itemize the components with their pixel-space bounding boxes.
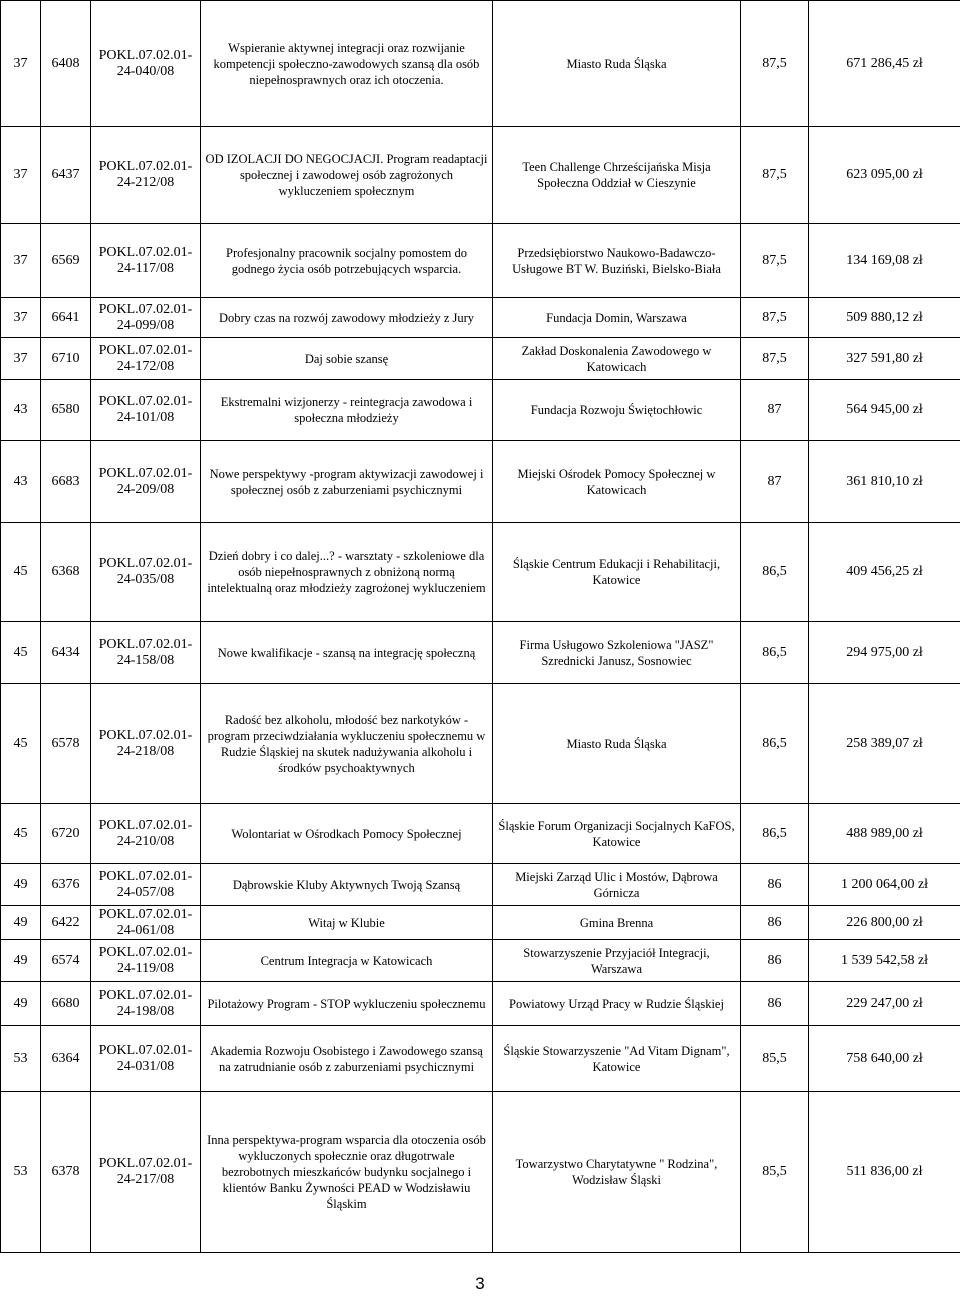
col-organization: Stowarzyszenie Przyjaciół Integracji, Warszawa — [493, 940, 741, 982]
col-number: 6364 — [41, 1026, 91, 1092]
col-title: Wspieranie aktywnej integracji oraz rozwijanie kompetencji społeczno-zawodowych szansą dla osób niepełnosprawnych oraz ich otoczenia. — [201, 1, 493, 127]
col-number: 6574 — [41, 940, 91, 982]
col-priority: 37 — [1, 298, 41, 338]
col-organization: Miejski Zarząd Ulic i Mostów, Dąbrowa Górnicza — [493, 864, 741, 906]
col-amount: 361 810,10 zł — [809, 441, 960, 523]
col-amount: 409 456,25 zł — [809, 523, 960, 622]
col-score: 87,5 — [741, 224, 809, 298]
col-amount: 509 880,12 zł — [809, 298, 960, 338]
col-code: POKL.07.02.01-24-031/08 — [91, 1026, 201, 1092]
col-title: Dąbrowskie Kluby Aktywnych Twoją Szansą — [201, 864, 493, 906]
col-score: 85,5 — [741, 1026, 809, 1092]
col-amount: 327 591,80 zł — [809, 338, 960, 380]
col-priority: 45 — [1, 804, 41, 864]
table-row — [1, 380, 960, 441]
col-organization: Fundacja Domin, Warszawa — [493, 298, 741, 338]
col-code: POKL.07.02.01-24-117/08 — [91, 224, 201, 298]
col-organization: Przedsiębiorstwo Naukowo-Badawczo-Usługowe BT W. Buziński, Bielsko-Biała — [493, 224, 741, 298]
col-title: Centrum Integracja w Katowicach — [201, 940, 493, 982]
col-priority: 45 — [1, 622, 41, 684]
table-row — [1, 1, 960, 127]
col-organization: Śląskie Centrum Edukacji i Rehabilitacji, Katowice — [493, 523, 741, 622]
table-row — [1, 338, 960, 380]
col-code: POKL.07.02.01-24-212/08 — [91, 127, 201, 224]
col-amount: 226 800,00 zł — [809, 906, 960, 940]
col-score: 86 — [741, 864, 809, 906]
table-row — [1, 906, 960, 940]
col-amount: 511 836,00 zł — [809, 1092, 960, 1253]
col-number: 6376 — [41, 864, 91, 906]
col-priority: 37 — [1, 224, 41, 298]
col-code: POKL.07.02.01-24-198/08 — [91, 982, 201, 1026]
col-priority: 37 — [1, 338, 41, 380]
col-priority: 37 — [1, 1, 41, 127]
col-priority: 37 — [1, 127, 41, 224]
table-row — [1, 684, 960, 804]
col-title: Witaj w Klubie — [201, 906, 493, 940]
col-code: POKL.07.02.01-24-099/08 — [91, 298, 201, 338]
col-amount: 294 975,00 zł — [809, 622, 960, 684]
col-amount: 134 169,08 zł — [809, 224, 960, 298]
col-number: 6680 — [41, 982, 91, 1026]
col-organization: Fundacja Rozwoju Świętochłowic — [493, 380, 741, 441]
col-priority: 45 — [1, 684, 41, 804]
table-row — [1, 864, 960, 906]
col-priority: 49 — [1, 982, 41, 1026]
table-row — [1, 523, 960, 622]
col-number: 6422 — [41, 906, 91, 940]
col-title: OD IZOLACJI DO NEGOCJACJI. Program readaptacji społecznej i zawodowej osób zagrożonych wykluczeniem społecznym — [201, 127, 493, 224]
col-score: 87,5 — [741, 298, 809, 338]
col-code: POKL.07.02.01-24-040/08 — [91, 1, 201, 127]
col-amount: 229 247,00 zł — [809, 982, 960, 1026]
col-organization: Miasto Ruda Śląska — [493, 684, 741, 804]
col-title: Akademia Rozwoju Osobistego i Zawodowego szansą na zatrudnianie osób z zaburzeniami psychicznymi — [201, 1026, 493, 1092]
col-priority: 43 — [1, 441, 41, 523]
table-body — [1, 1, 960, 1253]
col-number: 6368 — [41, 523, 91, 622]
col-amount: 1 200 064,00 zł — [809, 864, 960, 906]
col-priority: 49 — [1, 940, 41, 982]
col-priority: 45 — [1, 523, 41, 622]
col-code: POKL.07.02.01-24-158/08 — [91, 622, 201, 684]
col-organization: Firma Usługowo Szkoleniowa "JASZ" Szrednicki Janusz, Sosnowiec — [493, 622, 741, 684]
col-score: 86,5 — [741, 804, 809, 864]
col-organization: Miasto Ruda Śląska — [493, 1, 741, 127]
col-number: 6378 — [41, 1092, 91, 1253]
col-priority: 49 — [1, 864, 41, 906]
col-code: POKL.07.02.01-24-218/08 — [91, 684, 201, 804]
col-number: 6408 — [41, 1, 91, 127]
col-amount: 564 945,00 zł — [809, 380, 960, 441]
col-amount: 1 539 542,58 zł — [809, 940, 960, 982]
col-code: POKL.07.02.01-24-172/08 — [91, 338, 201, 380]
col-score: 87,5 — [741, 1, 809, 127]
col-title: Profesjonalny pracownik socjalny pomostem do godnego życia osób potrzebujących wsparcia. — [201, 224, 493, 298]
col-score: 87 — [741, 441, 809, 523]
col-score: 87,5 — [741, 127, 809, 224]
col-number: 6683 — [41, 441, 91, 523]
col-organization: Śląskie Forum Organizacji Socjalnych KaFOS, Katowice — [493, 804, 741, 864]
col-score: 86 — [741, 906, 809, 940]
table-row — [1, 127, 960, 224]
table-row — [1, 622, 960, 684]
col-number: 6580 — [41, 380, 91, 441]
col-score: 87 — [741, 380, 809, 441]
col-organization: Śląskie Stowarzyszenie "Ad Vitam Dignam", Katowice — [493, 1026, 741, 1092]
col-code: POKL.07.02.01-24-061/08 — [91, 906, 201, 940]
col-score: 86,5 — [741, 684, 809, 804]
col-code: POKL.07.02.01-24-057/08 — [91, 864, 201, 906]
col-amount: 758 640,00 zł — [809, 1026, 960, 1092]
col-priority: 53 — [1, 1092, 41, 1253]
table-row — [1, 1092, 960, 1253]
col-code: POKL.07.02.01-24-035/08 — [91, 523, 201, 622]
col-code: POKL.07.02.01-24-101/08 — [91, 380, 201, 441]
col-title: Daj sobie szansę — [201, 338, 493, 380]
table-row — [1, 940, 960, 982]
col-number: 6569 — [41, 224, 91, 298]
col-score: 86 — [741, 982, 809, 1026]
col-title: Nowe perspektywy -program aktywizacji zawodowej i społecznej osób z zaburzeniami psychicznymi — [201, 441, 493, 523]
col-amount: 488 989,00 zł — [809, 804, 960, 864]
col-title: Radość bez alkoholu, młodość bez narkotyków - program przeciwdziałania wykluczeniu społecznemu w Rudzie Śląskiej na skutek nadużywania alkoholu i środków psychoaktywnych — [201, 684, 493, 804]
table-row — [1, 982, 960, 1026]
col-number: 6434 — [41, 622, 91, 684]
page-number: 3 — [475, 1274, 485, 1293]
col-organization: Powiatowy Urząd Pracy w Rudzie Śląskiej — [493, 982, 741, 1026]
col-title: Dobry czas na rozwój zawodowy młodzieży z Jury — [201, 298, 493, 338]
table-row — [1, 804, 960, 864]
col-code: POKL.07.02.01-24-209/08 — [91, 441, 201, 523]
col-score: 86,5 — [741, 622, 809, 684]
col-number: 6437 — [41, 127, 91, 224]
col-organization: Towarzystwo Charytatywne " Rodzina", Wodzisław Śląski — [493, 1092, 741, 1253]
table-row — [1, 441, 960, 523]
col-priority: 49 — [1, 906, 41, 940]
col-organization: Miejski Ośrodek Pomocy Społecznej w Katowicach — [493, 441, 741, 523]
col-number: 6641 — [41, 298, 91, 338]
col-title: Pilotażowy Program - STOP wykluczeniu społecznemu — [201, 982, 493, 1026]
col-title: Inna perspektywa-program wsparcia dla otoczenia osób wykluczonych społecznie oraz długotrwale bezrobotnych mieszkańców budynku socjalnego i klientów Banku Żywności PEAD w Wodzisławiu Śląskim — [201, 1092, 493, 1253]
table-row — [1, 1026, 960, 1092]
col-organization: Zakład Doskonalenia Zawodowego w Katowicach — [493, 338, 741, 380]
table-row — [1, 224, 960, 298]
col-number: 6578 — [41, 684, 91, 804]
col-title: Dzień dobry i co dalej...? - warsztaty - szkoleniowe dla osób niepełnosprawnych z obniżoną normą intelektualną oraz młodzieży zagrożonej wykluczeniem — [201, 523, 493, 622]
col-score: 86,5 — [741, 523, 809, 622]
col-score: 85,5 — [741, 1092, 809, 1253]
col-title: Wolontariat w Ośrodkach Pomocy Społecznej — [201, 804, 493, 864]
col-amount: 258 389,07 zł — [809, 684, 960, 804]
col-organization: Gmina Brenna — [493, 906, 741, 940]
col-code: POKL.07.02.01-24-119/08 — [91, 940, 201, 982]
col-priority: 43 — [1, 380, 41, 441]
col-code: POKL.07.02.01-24-217/08 — [91, 1092, 201, 1253]
col-score: 86 — [741, 940, 809, 982]
col-priority: 53 — [1, 1026, 41, 1092]
col-amount: 671 286,45 zł — [809, 1, 960, 127]
col-amount: 623 095,00 zł — [809, 127, 960, 224]
col-code: POKL.07.02.01-24-210/08 — [91, 804, 201, 864]
col-title: Ekstremalni wizjonerzy - reintegracja zawodowa i społeczna młodzieży — [201, 380, 493, 441]
col-score: 87,5 — [741, 338, 809, 380]
col-organization: Teen Challenge Chrześcijańska Misja Społeczna Oddział w Cieszynie — [493, 127, 741, 224]
col-title: Nowe kwalifikacje - szansą na integrację społeczną — [201, 622, 493, 684]
col-number: 6720 — [41, 804, 91, 864]
col-number: 6710 — [41, 338, 91, 380]
table-row — [1, 298, 960, 338]
